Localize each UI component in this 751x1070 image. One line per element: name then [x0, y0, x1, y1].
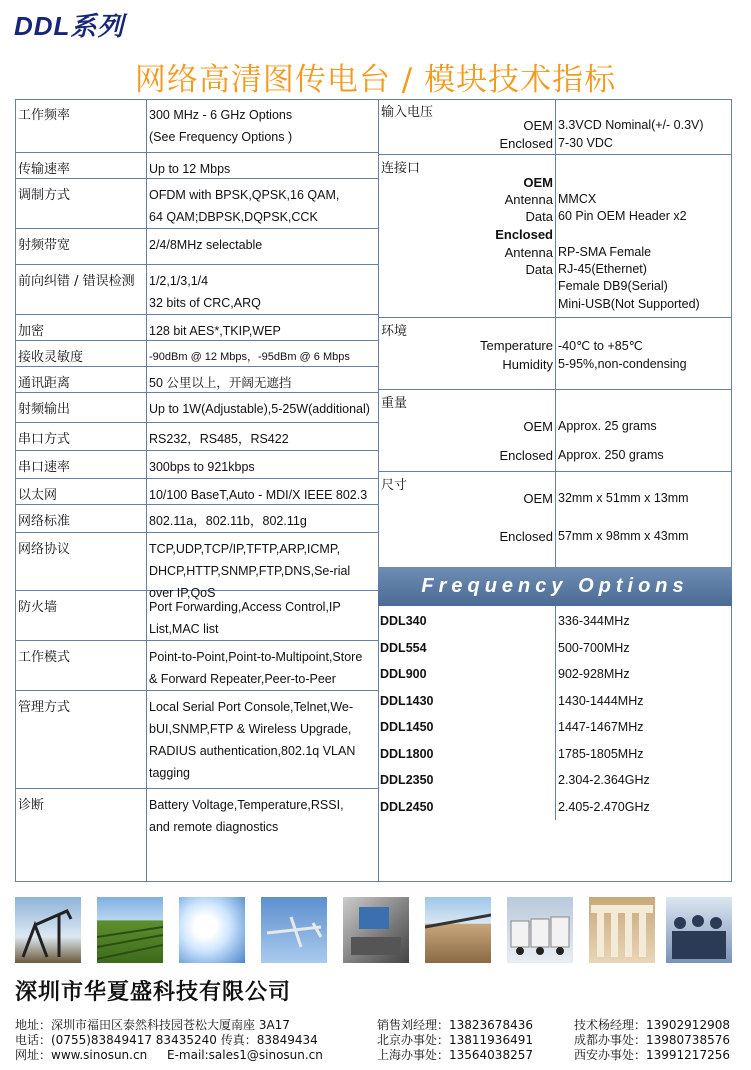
frequency-row — [378, 767, 732, 793]
spec-value-line: TCP,UDP,TCP/IP,TFTP,ARP,ICMP, — [149, 542, 341, 556]
enc-antenna-value: RP-SMA Female — [558, 245, 652, 259]
spec-row — [15, 789, 378, 843]
oem-label: OEM — [523, 118, 553, 133]
model-name: DDL340 — [380, 614, 427, 628]
footer-phone: 电话：(0755)83849417 83435240 传真：83849434 — [15, 1033, 318, 1047]
spec-value-line: Up to 1W(Adjustable),5-25W(additional) — [149, 402, 370, 416]
oem-antenna-label: Antenna — [504, 192, 553, 207]
spec-value-line: OFDM with BPSK,QPSK,16 QAM, — [149, 188, 340, 202]
spec-value — [149, 346, 350, 368]
page-title: 网络高清图传电台 / 模块技术指标 — [134, 62, 617, 98]
frequency-row — [378, 714, 732, 740]
spec-value-line: Up to 12 Mbps — [149, 162, 231, 176]
humidity-label: Humidity — [502, 357, 553, 372]
model-name: DDL2450 — [380, 799, 434, 814]
enclosed-value: Approx. 250 grams — [558, 448, 664, 462]
frequency-range: 2.304-2.364GHz — [558, 773, 650, 787]
footer-beijing: 北京办事处：13811936491 — [377, 1033, 533, 1047]
crop-field-icon — [97, 897, 163, 963]
footer-website: 网址：www.sinosun.cn — [15, 1048, 148, 1062]
model-name: DDL1450 — [380, 720, 434, 734]
oem-value: Approx. 25 grams — [558, 419, 657, 433]
frequency-range: 1447-1467MHz — [558, 720, 644, 734]
light-bulb-icon — [179, 897, 245, 963]
spec-value — [149, 398, 370, 420]
spec-value-line: 300bps to 921kbps — [149, 460, 255, 474]
spec-value-line: RADIUS authentication,802.1q VLAN — [149, 744, 356, 758]
footer-tech: 技术杨经理：13902912908 — [574, 1018, 730, 1032]
spec-value — [149, 270, 261, 314]
frequency-range: 336-344MHz — [558, 614, 630, 628]
model-name: DDL900 — [380, 667, 427, 681]
frequency-range: 1430-1444MHz — [558, 693, 644, 708]
spec-value-line: 64 QAM;DBPSK,DQPSK,CCK — [149, 210, 318, 224]
frequency-range: 902-928MHz — [558, 667, 630, 681]
spec-row — [15, 591, 378, 641]
model-name: DDL554 — [380, 640, 427, 655]
spec-value — [149, 372, 291, 394]
frequency-row — [378, 608, 732, 634]
spec-value-line: Point-to-Point,Point-to-Multipoint,Store — [149, 650, 363, 664]
spec-value — [149, 320, 281, 342]
spec-value — [149, 428, 289, 450]
spec-value-line: tagging — [149, 766, 191, 780]
frequency-row — [378, 688, 732, 714]
footer-email: E-mail:sales1@sinosun.cn — [167, 1048, 323, 1062]
spec-value-line: & Forward Repeater,Peer-to-Peer — [149, 672, 336, 686]
trucks-icon — [507, 897, 573, 963]
spec-value — [149, 234, 262, 256]
footer-address: 地址：深圳市福田区泰然科技园苍松大厦南座 3A17 — [15, 1018, 290, 1032]
spec-label: 接收灵敏度 — [18, 350, 84, 365]
spec-value-line: 128 bit AES*,TKIP,WEP — [149, 324, 281, 338]
section-header: 重量 — [381, 396, 408, 411]
spec-value — [149, 596, 341, 640]
spec-row — [15, 265, 378, 315]
spec-value — [149, 484, 367, 506]
frequency-row — [378, 661, 732, 687]
frequency-range: 1785-1805MHz — [558, 746, 644, 761]
enc-data-value: Female DB9(Serial) — [558, 279, 668, 293]
spec-row — [15, 367, 378, 393]
spec-value-line: RS232，RS485，RS422 — [149, 432, 289, 446]
control-panel-icon — [343, 897, 409, 963]
enc-data-value: Mini-USB(Not Supported) — [558, 297, 700, 311]
spec-label: 串口方式 — [18, 432, 71, 447]
drone-icon — [261, 897, 327, 963]
spec-label: 通讯距离 — [18, 376, 71, 391]
spec-value-line: Battery Voltage,Temperature,RSSI, — [149, 798, 344, 812]
spec-value-line: Port Forwarding,Access Control,IP — [149, 600, 341, 614]
spec-value-line: DHCP,HTTP,SNMP,FTP,DNS,Se-rial — [149, 564, 351, 578]
footer-chengdu: 成都办事处：13980738576 — [574, 1033, 730, 1047]
brand-logo: DDL系列 — [14, 11, 125, 41]
model-name: DDL2350 — [380, 773, 434, 787]
spec-label: 加密 — [18, 324, 45, 339]
oem-data-value: 60 Pin OEM Header x2 — [558, 209, 687, 223]
conveyor-icon — [425, 897, 491, 963]
spec-value-line: List,MAC list — [149, 622, 219, 636]
section-header: 输入电压 — [381, 105, 434, 120]
model-name: DDL1430 — [380, 693, 434, 708]
spec-label: 射频输出 — [18, 402, 71, 417]
oem-value: 3.3VCD Nominal(+/- 0.3V) — [558, 118, 704, 132]
section-header: 环境 — [381, 324, 408, 339]
frequency-row — [378, 635, 732, 661]
enclosed-label: Enclosed — [499, 448, 553, 463]
spec-label: 防火墙 — [18, 600, 58, 615]
spec-row — [15, 153, 378, 179]
spec-row — [15, 451, 378, 479]
spec-value-line: 50 公里以上，开阔无遮挡 — [149, 376, 292, 390]
spec-value-line: 2/4/8MHz selectable — [149, 238, 263, 252]
footer-sales: 销售刘经理：13823678436 — [377, 1018, 533, 1032]
spec-label: 管理方式 — [18, 700, 71, 715]
temperature-value: -40℃ to +85℃ — [558, 339, 643, 353]
right-value-divider — [555, 99, 556, 567]
oem-label: OEM — [523, 491, 553, 506]
spec-row — [15, 393, 378, 423]
enclosed-label: Enclosed — [499, 136, 553, 151]
spec-row — [15, 99, 378, 153]
section-header: 尺寸 — [381, 478, 408, 493]
spec-value-line: Local Serial Port Console,Telnet,We- — [149, 700, 354, 714]
spec-label: 诊断 — [18, 798, 45, 813]
photo-strip — [15, 897, 732, 963]
oem-label: OEM — [523, 419, 553, 434]
oem-data-label: Data — [525, 209, 553, 224]
enclosed-heading: Enclosed — [495, 227, 553, 242]
people-icon — [666, 897, 732, 963]
footer-xian: 西安办事处：13991217256 — [574, 1048, 730, 1062]
temperature-label: Temperature — [480, 338, 553, 353]
spec-value — [149, 696, 355, 784]
spec-value-line: (See Frequency Options ) — [149, 130, 293, 144]
spec-value-line: over IP,QoS — [149, 586, 216, 600]
spec-value-line: 10/100 BaseT,Auto - MDI/X IEEE 802.3 — [149, 488, 368, 502]
spec-label: 工作频率 — [18, 108, 71, 123]
spec-row — [15, 179, 378, 229]
spec-label: 射频带宽 — [18, 238, 71, 253]
spec-value — [149, 456, 255, 478]
spec-value — [149, 794, 344, 838]
spec-value-line: 300 MHz - 6 GHz Options — [149, 108, 293, 122]
spec-value — [149, 104, 292, 148]
oil-pump-icon — [15, 897, 81, 963]
enc-data-label: Data — [525, 262, 553, 277]
spec-row — [15, 229, 378, 265]
spec-row — [15, 691, 378, 789]
section-header: 连接口 — [381, 161, 421, 176]
spec-row — [15, 341, 378, 367]
columns-icon — [589, 897, 655, 963]
spec-value-line: -90dBm @ 12 Mbps，-95dBm @ 6 Mbps — [149, 351, 350, 363]
frequency-row — [378, 794, 732, 820]
frequency-options-banner: Frequency Options — [378, 567, 732, 606]
spec-label: 工作模式 — [18, 650, 71, 665]
spec-row — [15, 641, 378, 691]
spec-value-line: and remote diagnostics — [149, 820, 279, 834]
spec-value-line: 1/2,1/3,1/4 — [149, 274, 209, 288]
spec-row — [15, 423, 378, 451]
spec-row — [15, 315, 378, 341]
spec-label: 以太网 — [18, 488, 58, 503]
oem-antenna-value: MMCX — [558, 192, 597, 206]
spec-value — [149, 158, 230, 180]
spec-label: 前向纠错 / 错误检测 — [18, 274, 135, 289]
spec-value-line: 802.11a，802.11b，802.11g — [149, 514, 307, 528]
model-name: DDL1800 — [380, 746, 434, 761]
spec-value-line: bUI,SNMP,FTP & Wireless Upgrade, — [149, 722, 352, 736]
enclosed-value: 7-30 VDC — [558, 136, 613, 150]
spec-value — [149, 510, 307, 532]
spec-row — [15, 533, 378, 600]
enc-antenna-label: Antenna — [504, 245, 553, 260]
spec-row — [15, 505, 378, 533]
humidity-value: 5-95%,non-condensing — [558, 357, 687, 371]
spec-value — [149, 184, 339, 228]
spec-value-line: 32 bits of CRC,ARQ — [149, 296, 261, 310]
frequency-row — [378, 741, 732, 767]
spec-label: 串口速率 — [18, 460, 71, 475]
spec-label: 传输速率 — [18, 162, 71, 177]
frequency-range: 500-700MHz — [558, 640, 630, 655]
spec-value — [149, 646, 362, 690]
spec-label: 调制方式 — [18, 188, 71, 203]
footer-shanghai: 上海办事处：13564038257 — [377, 1048, 533, 1062]
enc-data-value: RJ-45(Ethernet) — [558, 262, 647, 276]
spec-row — [15, 479, 378, 505]
frequency-range: 2.405-2.470GHz — [558, 799, 650, 814]
spec-label: 网络协议 — [18, 542, 71, 557]
spec-label: 网络标准 — [18, 514, 71, 529]
enclosed-value: 57mm x 98mm x 43mm — [558, 529, 689, 543]
company-name: 深圳市华夏盛科技有限公司 — [15, 980, 292, 1005]
oem-value: 32mm x 51mm x 13mm — [558, 491, 689, 505]
enclosed-label: Enclosed — [499, 529, 553, 544]
oem-heading: OEM — [523, 175, 553, 190]
